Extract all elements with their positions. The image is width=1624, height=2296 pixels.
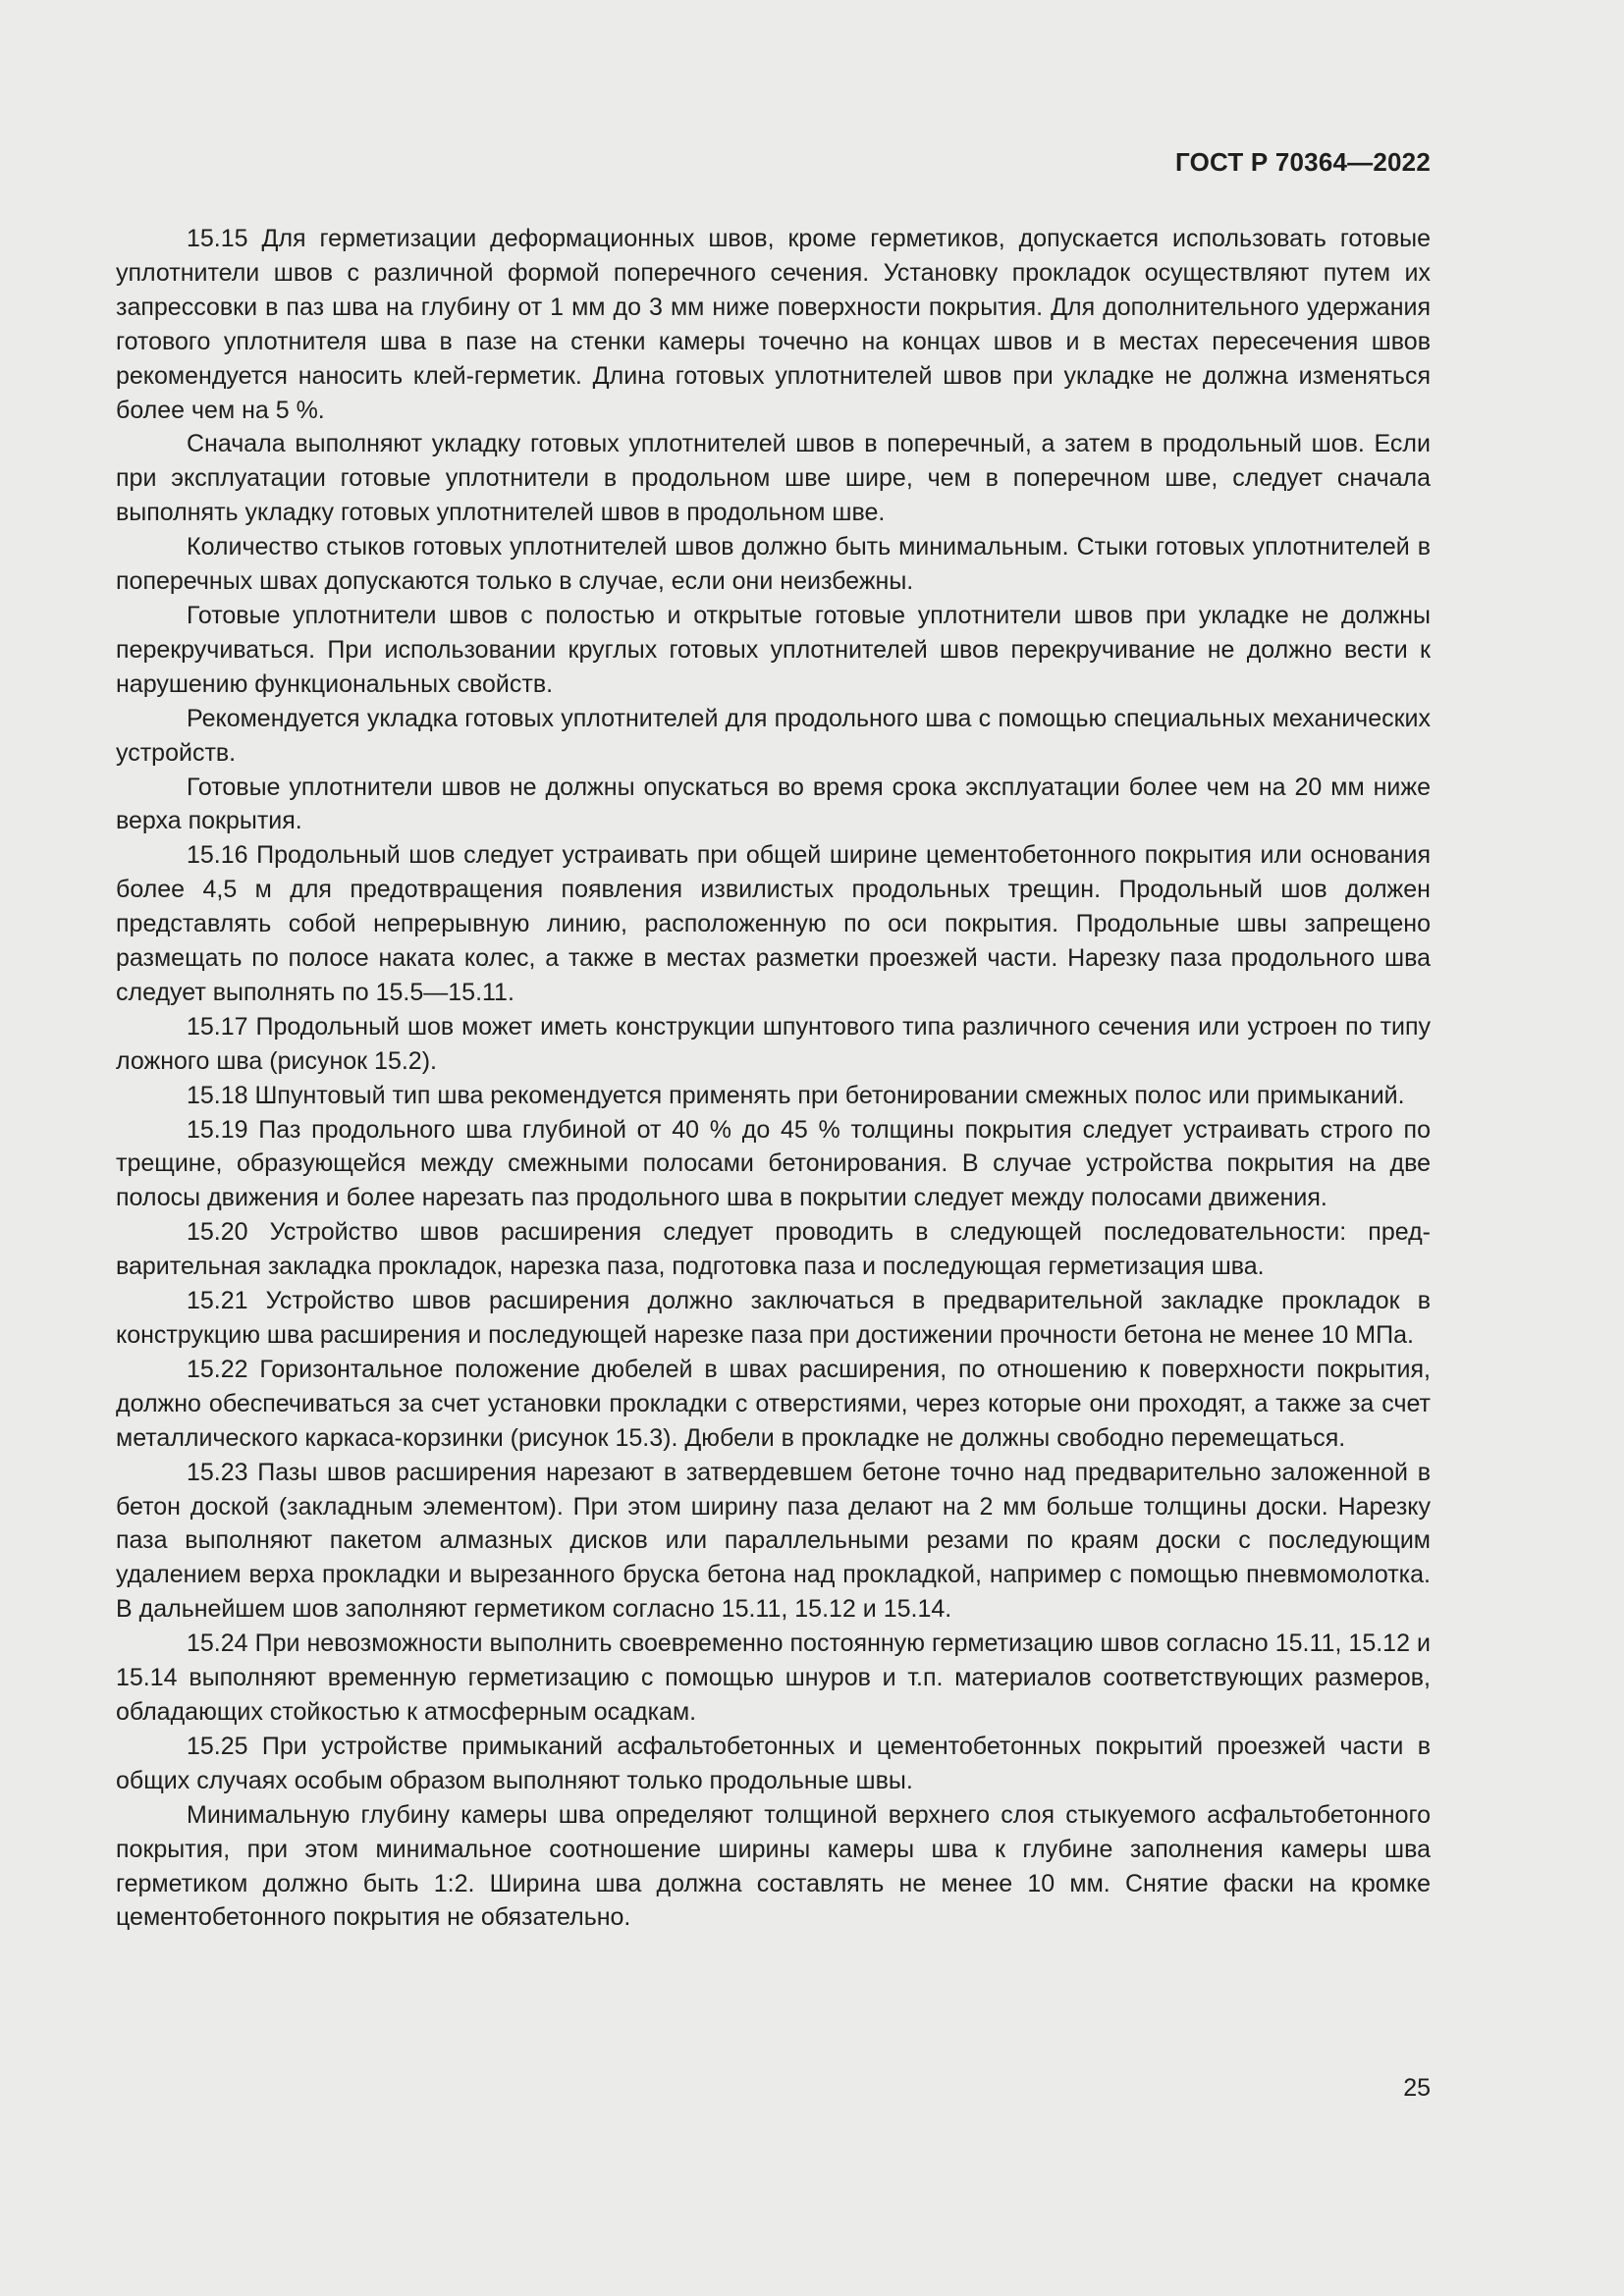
paragraph: Сначала выполняют укладку готовых уплотнителей швов в поперечный, а затем в продольный шов. Если при эксплуатации готовые уплотнители в продольном шве шире, чем в поперечном шве, следует сначала выполнять укладку готовых уплотнителей швов в продольном шве. xyxy=(116,430,1431,527)
paragraph-15-25: 15.25 При устройстве примыканий асфальтобетонных и цементобетонных покрытий проезжей части в общих случаях особым образом выполняют только продольные швы. xyxy=(116,1732,1431,1794)
paragraph: Рекомендуется укладка готовых уплотнителей для продольного шва с помощью специальных механических устройств. xyxy=(116,704,1431,767)
paragraph-15-21: 15.21 Устройство швов расширения должно заключаться в предварительной закладке прокладок в конструкцию шва расширения и последующей нарезке паза при достижении прочности бетона не менее 10 МПа. xyxy=(116,1287,1431,1349)
paragraph: Количество стыков готовых уплотнителей швов должно быть минимальным. Стыки готовых уплотнителей в поперечных швах допускаются только в случае, если они неизбежны. xyxy=(116,533,1431,596)
paragraph-15-19: 15.19 Паз продольного шва глубиной от 40 % до 45 % толщины покрытия следует устраивать строго по трещине, образующейся между смежными полосами бетонирования. В случае устройства покрытия на две полосы движения и более нарезать паз продольного шва в покрытии следует между полосами движения. xyxy=(116,1115,1431,1212)
paragraph-15-23: 15.23 Пазы швов расширения нарезают в затвердевшем бетоне точно над предварительно заложенной в бетон доской (закладным элементом). При этом ширину паза делают на 2 мм больше толщины доски. Нарезку паза выполняют пакетом алмазных дисков или параллельными резами по краям доски с последующим удалением верха прокладки и вырезанного бруска бетона над прокладкой, например с помощью пневмомолотка. В дальнейшем шов заполняют герметиком согласно 15.11, 15.12 и 15.14. xyxy=(116,1458,1431,1624)
paragraph: Минимальную глубину камеры шва определяют толщиной верхнего слоя стыкуемого асфальтобетонного покрытия, при этом минимальное соотношение ширины камеры шва к глубине заполнения камеры шва герметиком должно быть 1:2. Ширина шва должна составлять не менее 10 мм. Снятие фаски на кромке цементобетонного покрытия не обязательно. xyxy=(116,1800,1431,1932)
document-body xyxy=(116,222,1431,1935)
paragraph-15-22: 15.22 Горизонтальное положение дюбелей в швах расширения, по отношению к поверхности покрытия, должно обеспечиваться за счет установки прокладки с отверстиями, через которые они проходят, а также за счет металлического каркаса-корзинки (рисунок 15.3). Дюбели в прокладке не должны свободно перемещаться. xyxy=(116,1355,1431,1452)
page-number: 25 xyxy=(1403,2074,1431,2102)
paragraph: Готовые уплотнители швов не должны опускаться во время срока эксплуатации более чем на 20 мм ниже верха покрытия. xyxy=(116,773,1431,835)
paragraph-15-18: 15.18 Шпунтовый тип шва рекомендуется применять при бетонировании смежных полос или примыканий. xyxy=(187,1081,1405,1109)
document-code-header: ГОСТ Р 70364—2022 xyxy=(1175,147,1431,177)
paragraph-15-17: 15.17 Продольный шов может иметь конструкции шпунтового типа различного сечения или устроен по типу ложного шва (рисунок 15.2). xyxy=(116,1012,1431,1075)
paragraph-15-24: 15.24 При невозможности выполнить своевременно постоянную герметизацию швов согласно 15.11, 15.12 и 15.14 выполняют временную герметизацию с помощью шнуров и т.п. материалов соответствующих размеров, обладающих стойкостью к атмосферным осадкам. xyxy=(116,1629,1431,1726)
paragraph-15-20: 15.20 Устройство швов расширения следует проводить в следующей последовательности: предварительная закладка прокладок, нарезка паза, подготовка паза и последующая герметизация шва. xyxy=(116,1218,1431,1281)
paragraph-15-16: 15.16 Продольный шов следует устраивать при общей ширине цементобетонного покрытия или основания более 4,5 м для предотвращения появления извилистых продольных трещин. Продольный шов должен представлять собой непрерывную линию, расположенную по оси покрытия. Продольные швы запрещено размещать по полосе наката колес, а также в местах разметки проезжей части. Нарезку паза продольного шва следует выполнять по 15.5—15.11. xyxy=(116,841,1431,1006)
paragraph: Готовые уплотнители швов с полостью и открытые готовые уплотнители швов при укладке не должны перекручиваться. При использовании круглых готовых уплотнителей швов перекручивание не должно вести к нарушению функциональных свойств. xyxy=(116,601,1431,698)
paragraph-15-15: 15.15 Для герметизации деформационных швов, кроме герметиков, допускается использовать готовые уплотнители швов с различной формой поперечного сечения. Установку прокладок осуществляют путем их запрессовки в паз шва на глубину от 1 мм до 3 мм ниже поверхности покрытия. Для дополнительного удержания готового уплотнителя шва в пазе на стенки камеры точечно на концах швов и в местах пересечения швов рекомендуется наносить клей-герметик. Длина готовых уплотнителей швов при укладке не должна изменяться более чем на 5 %. xyxy=(116,225,1431,424)
